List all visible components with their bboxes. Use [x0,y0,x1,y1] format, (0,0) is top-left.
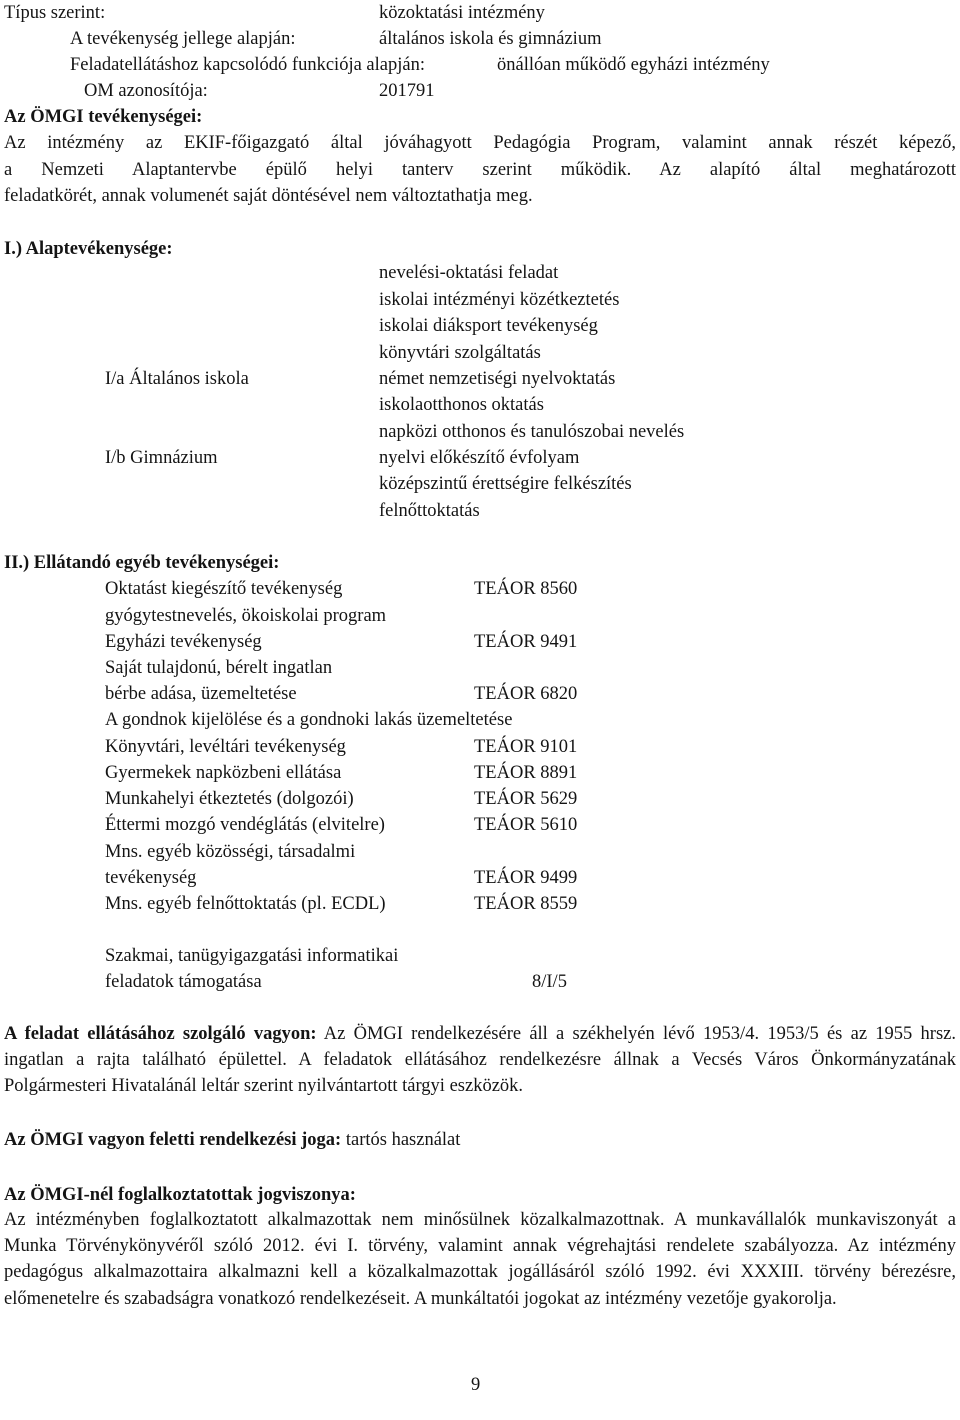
other-row-text: tevékenység [105,868,197,888]
assets-paragraph [4,1021,956,1100]
other-row-text: Oktatást kiegészítő tevékenység [105,579,343,599]
other-row-text: Könyvtári, levéltári tevékenység [105,737,346,757]
core-item: középszintű érettségire felkészítés [379,474,632,494]
other-row-text: Mns. egyéb felnőttoktatás (pl. ECDL) [105,894,386,914]
other-heading: II.) Ellátandó egyéb tevékenységei: [4,553,280,573]
core-item: napközi otthonos és tanulószobai nevelés [379,422,685,442]
core-gymnasium-label: I/b Gimnázium [105,448,218,468]
other-row-text: Saját tulajdonú, bérelt ingatlan [105,658,333,678]
other-row-text: gyógytestnevelés, ökoiskolai program [105,606,387,626]
other-row-text: bérbe adása, üzemeltetése [105,684,297,704]
support-code: 8/I/5 [532,972,567,992]
omgi-activities-heading: Az ÖMGI tevékenységei: [4,107,203,127]
core-item: nevelési-oktatási feladat [379,263,559,283]
rights-text: tartós használat [341,1130,461,1150]
core-item: felnőttoktatás [379,501,480,521]
core-item: iskolai diáksport tevékenység [379,316,598,336]
other-row-text: Gyermekek napközbeni ellátása [105,763,342,783]
activity-nature-label: A tevékenység jellege alapján: [70,29,296,49]
other-row-text: Egyházi tevékenység [105,632,262,652]
core-item: iskolai intézményi közétkeztetés [379,290,620,310]
other-row-code: TEÁOR 8560 [474,579,578,599]
other-row-text: Munkahelyi étkeztetés (dolgozói) [105,789,354,809]
core-school-label: I/a Általános iskola [105,369,249,389]
assets-label: A feladat ellátásához szolgáló vagyon: [4,1024,317,1044]
om-id-label: OM azonosítója: [84,81,208,101]
rights-label: Az ÖMGI vagyon feletti rendelkezési joga: [4,1130,342,1150]
other-row-code: TEÁOR 8891 [474,763,578,783]
function-value: önállóan működő egyházi intézmény [497,55,770,75]
support-line-2: feladatok támogatása [105,972,262,992]
type-value: közoktatási intézmény [379,3,545,23]
activity-nature-value: általános iskola és gimnázium [379,29,602,49]
type-label: Típus szerint: [4,3,106,23]
other-row-code: TEÁOR 9491 [474,632,578,652]
other-row-code: TEÁOR 6820 [474,684,578,704]
other-row-text: Mns. egyéb közösségi, társadalmi [105,842,356,862]
other-row-code: TEÁOR 5629 [474,789,578,809]
omgi-activities-line-2: a Nemzeti Alaptantervbe épülő helyi tanterv szerint működik. Az alapító által meghatározott [4,160,956,180]
page-number: 9 [471,1375,481,1395]
om-id-value: 201791 [379,81,435,101]
other-row-code: TEÁOR 9101 [474,737,578,757]
other-row-code: TEÁOR 8559 [474,894,578,914]
function-label: Feladatellátáshoz kapcsolódó funkciója alapján: [70,55,425,75]
support-line-1: Szakmai, tanügyigazgatási informatikai [105,946,399,966]
rights-paragraph [4,1127,460,1153]
employment-heading: Az ÖMGI-nél foglalkoztatottak jogviszonya: [4,1185,356,1205]
core-item: iskolaotthonos oktatás [379,395,544,415]
omgi-activities-line-1: Az intézmény az EKIF-főigazgató által jóváhagyott Pedagógia Program, valamint annak részét képező, [4,133,956,153]
other-row-text: A gondnok kijelölése és a gondnoki lakás üzemeltetése [105,710,513,730]
employment-paragraph: Az intézményben foglalkoztatott alkalmazottak nem minősülnek közalkalmazottnak. A munkavállalók munkaviszonyát a Munka Törvénykönyvéről szóló 2012. évi I. törvény, valamint annak végrehajtási rendelete szabályozza. Az intézmény pedagógus alkalmazottaira alkalmazni kell a közalkalmazottak jogállásáról szóló 1992. évi XXXIII. törvény bérezésre, előmenetelre és szabadságra vonatkozó rendelkezéseit. A munkáltatói jogokat az intézmény vezetője gyakorolja. [4,1210,956,1309]
core-heading: I.) Alaptevékenysége: [4,239,173,259]
other-row-text: Éttermi mozgó vendéglátás (elvitelre) [105,815,385,835]
omgi-activities-line-3: feladatkörét, annak volumenét saját döntésével nem változtathatja meg. [4,186,533,206]
core-item: német nemzetiségi nyelvoktatás [379,369,616,389]
other-row-code: TEÁOR 5610 [474,815,578,835]
core-item: könyvtári szolgáltatás [379,343,541,363]
other-row-code: TEÁOR 9499 [474,868,578,888]
assets-text: Az ÖMGI rendelkezésére áll a székhelyén lévő 1953/4. 1953/5 és az 1955 hrsz. ingatlan a rajta található épülettel. A feladatok ellátásához rendelkezésre állnak a Vecsés Város Önkormányzatának Polgármesteri Hivatalánál leltár szerint nyilvántartott tárgyi eszközök. [4,1024,956,1097]
core-item: nyelvi előkészítő évfolyam [379,448,580,468]
